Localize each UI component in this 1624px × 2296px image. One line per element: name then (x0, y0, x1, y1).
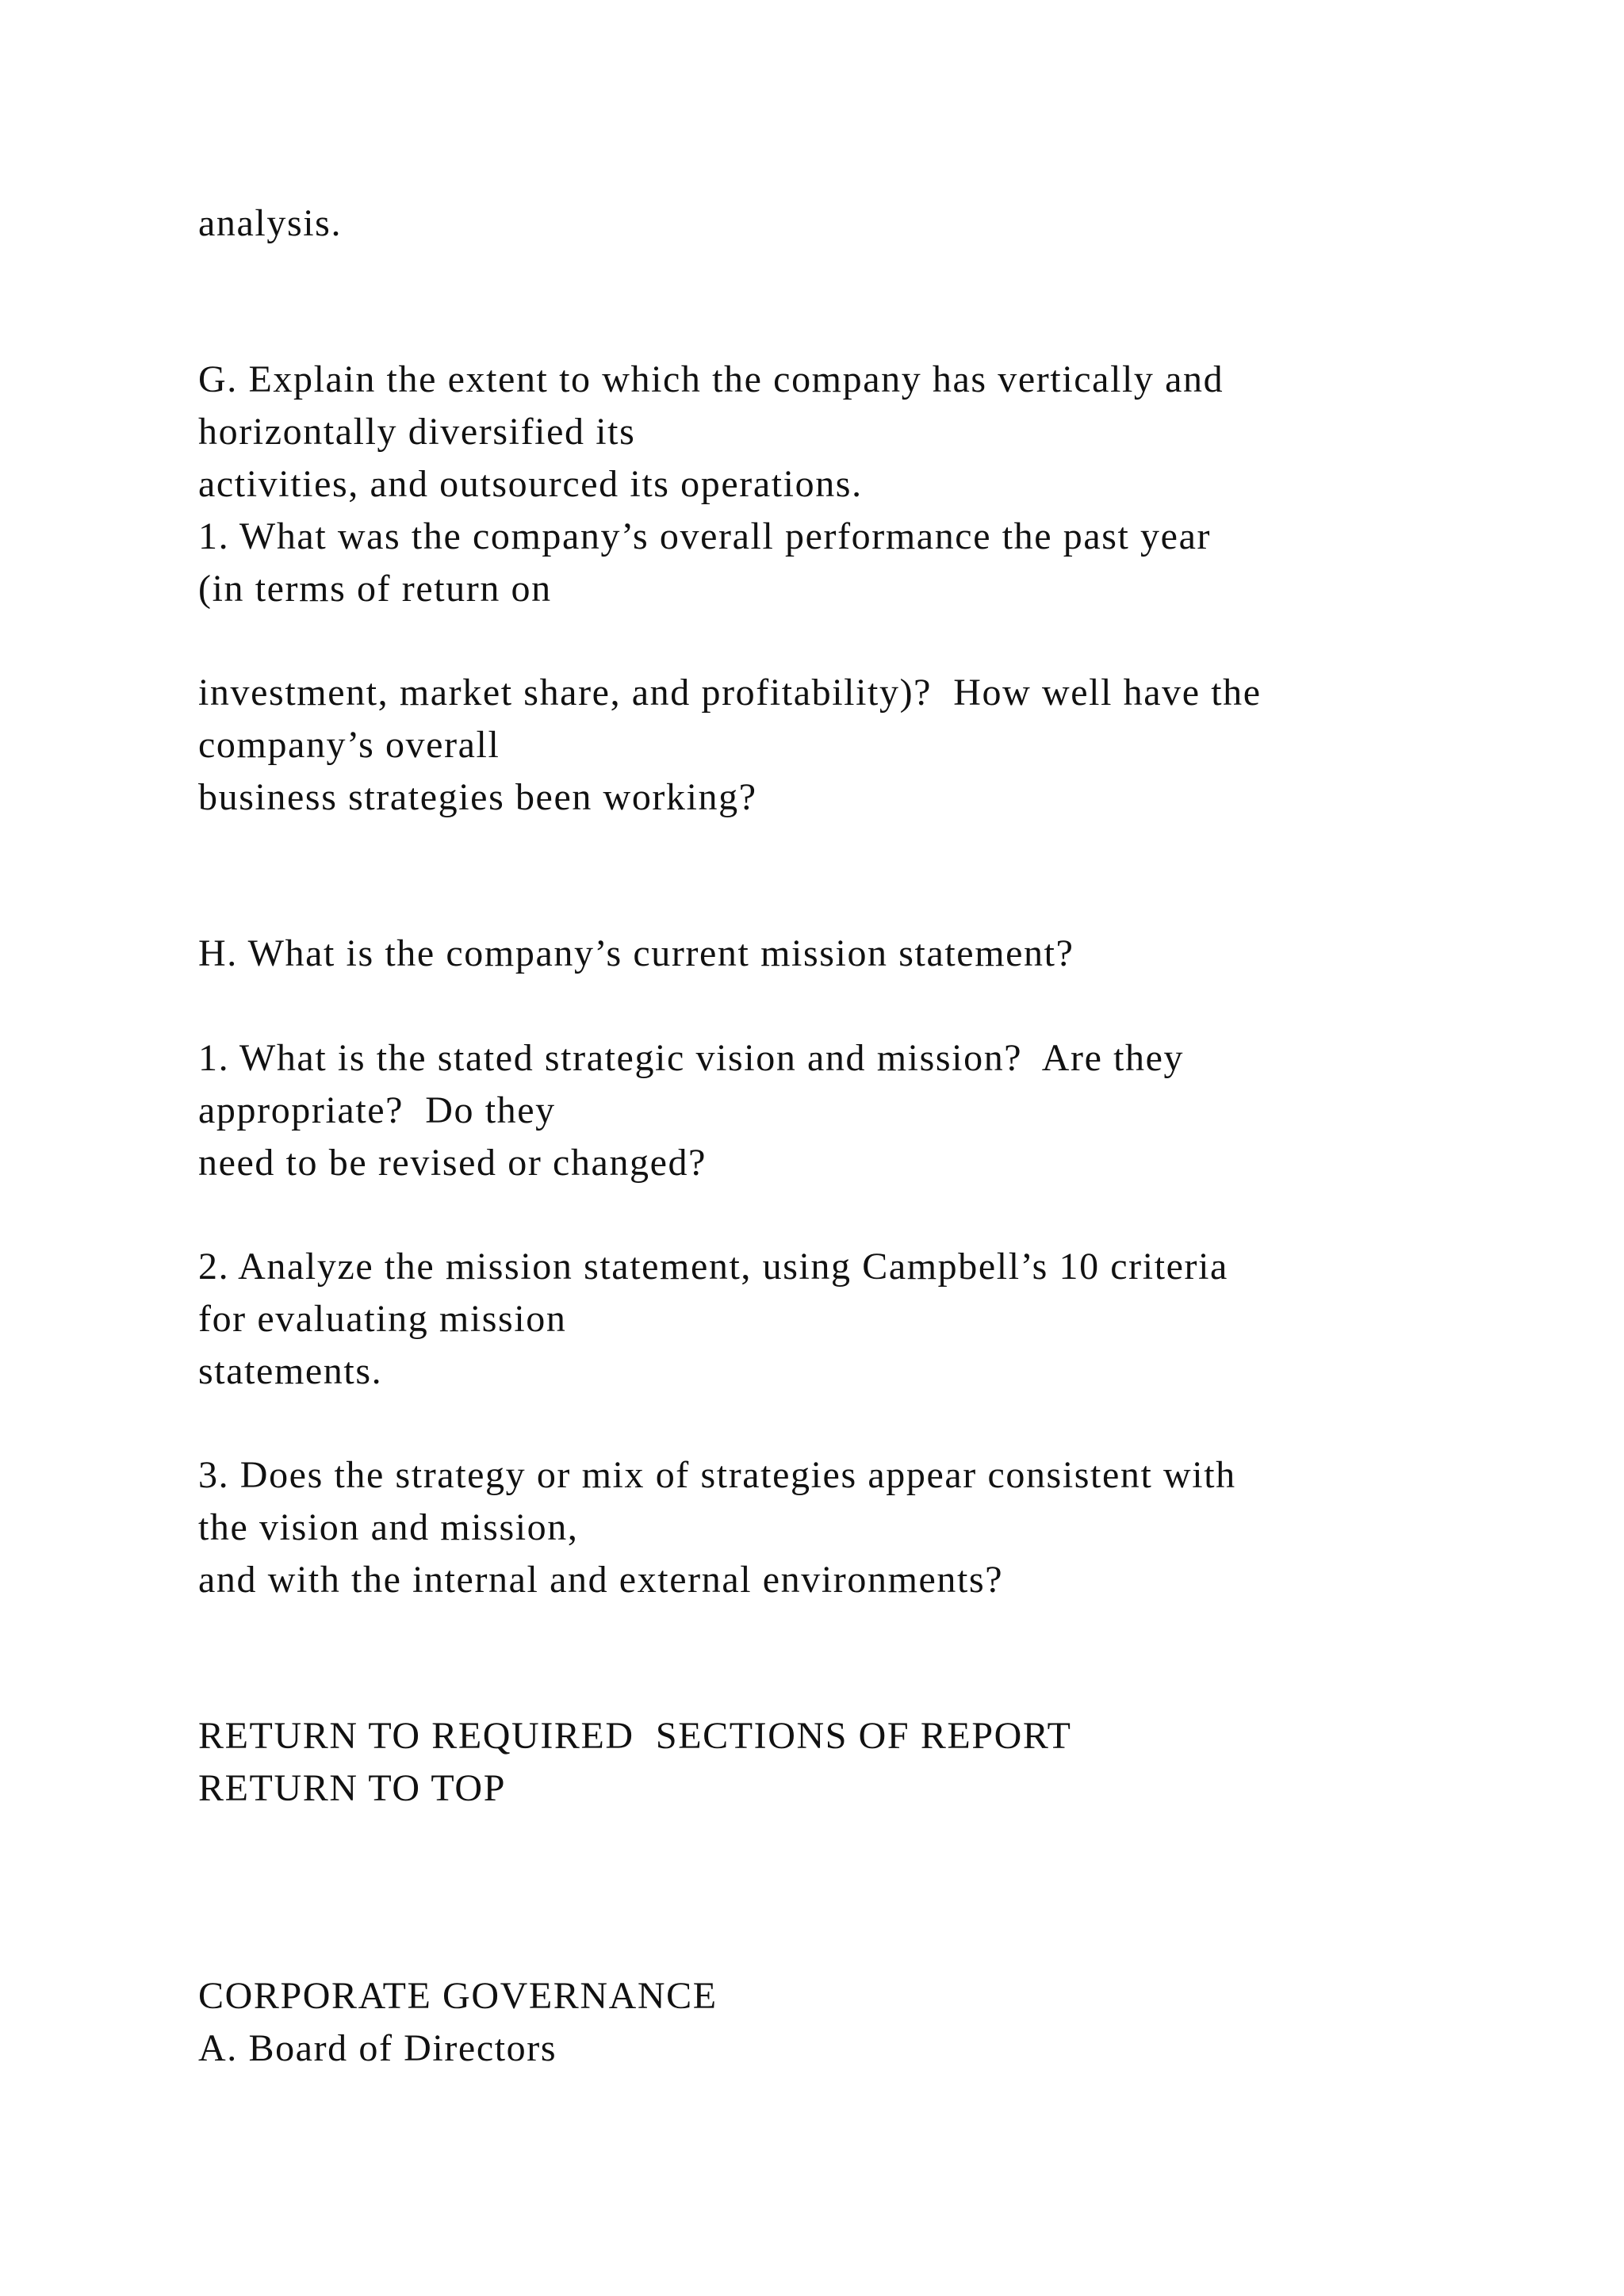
return-to-required-sections-link[interactable]: RETURN TO REQUIRED SECTIONS OF REPORT (198, 1715, 1072, 1757)
text-line: (in terms of return on (198, 568, 552, 610)
text-line: business strategies been working? (198, 776, 757, 818)
text-line: and with the internal and external environments? (198, 1559, 1004, 1601)
text-line: statements. (198, 1350, 383, 1392)
text-line: for evaluating mission (198, 1298, 567, 1340)
section-h-heading-line: H. What is the company’s current mission statement? (198, 932, 1074, 974)
section-g-heading-line: G. Explain the extent to which the company has vertically and (198, 358, 1224, 400)
text-line: the vision and mission, (198, 1506, 579, 1548)
text-line: appropriate? Do they (198, 1089, 556, 1131)
question-line: 1. What is the stated strategic vision and mission? Are they (198, 1037, 1185, 1079)
return-to-top-link[interactable]: RETURN TO TOP (198, 1767, 506, 1809)
text-line: analysis. (198, 202, 343, 244)
text-line: horizontally diversified its (198, 411, 636, 453)
text-line: need to be revised or changed? (198, 1142, 707, 1184)
subsection-heading: A. Board of Directors (198, 2027, 557, 2069)
section-heading: CORPORATE GOVERNANCE (198, 1975, 718, 2017)
question-line: 1. What was the company’s overall performance the past year (198, 515, 1212, 557)
text-line: investment, market share, and profitability)? How well have the (198, 672, 1262, 714)
text-line: company’s overall (198, 724, 500, 766)
question-line: 3. Does the strategy or mix of strategies appear consistent with (198, 1454, 1236, 1496)
question-line: 2. Analyze the mission statement, using Campbell’s 10 criteria (198, 1246, 1228, 1288)
text-line: activities, and outsourced its operations. (198, 463, 863, 505)
